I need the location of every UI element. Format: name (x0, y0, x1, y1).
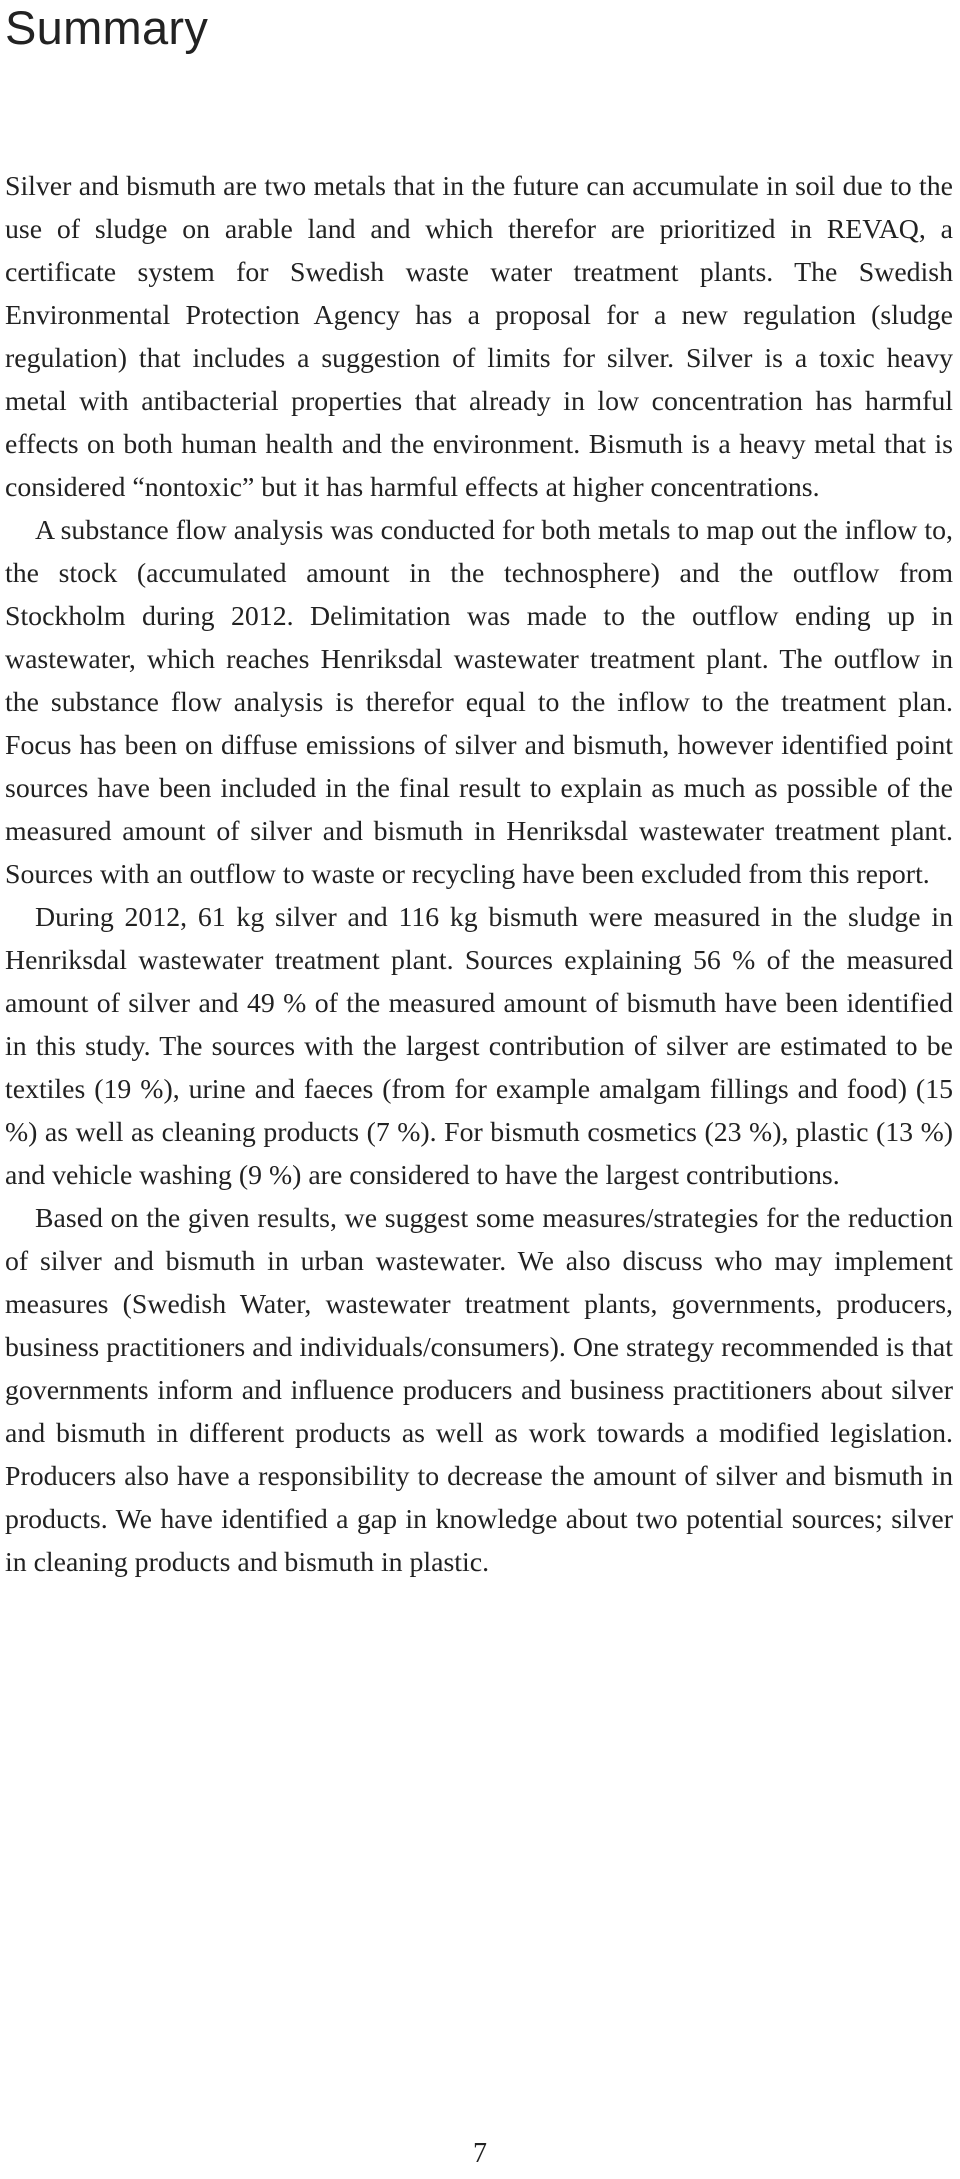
summary-body (5, 165, 953, 1584)
page-title: Summary (5, 1, 209, 54)
paragraph-intro: Silver and bismuth are two metals that in the future can accumulate in soil due to the use of sludge on arable land and which therefor are prioritized in REVAQ, a certificate system for Swedish waste water treatment plants. The Swedish Environmental Protection Agency has a proposal for a new regulation (sludge regulation) that includes a suggestion of limits for silver. Silver is a toxic heavy metal with antibacterial properties that already in low concentration has harmful effects on both human health and the environment. Bismuth is a heavy metal that is considered “nontoxic” but it has harmful effects at higher concentrations. (5, 171, 953, 503)
paragraph-substance-flow: A substance flow analysis was conducted for both metals to map out the inflow to, the stock (accumulated amount in the technosphere) and the outflow from Stockholm during 2012. Delimitation was made to the outflow ending up in wastewater, which reaches Henriksdal wastewater treatment plant. The outflow in the substance flow analysis is therefor equal to the inflow to the treatment plan. Focus has been on diffuse emissions of silver and bismuth, however identified point sources have been included in the final result to explain as much as possible of the measured amount of silver and bismuth in Henriksdal wastewater treatment plant. Sources with an outflow to waste or recycling have been excluded from this report. (5, 515, 953, 890)
paragraph-measures: Based on the given results, we suggest some measures/strategies for the reduction of silver and bismuth in urban wastewater. We also discuss who may implement measures (Swedish Water, wastewater treatment plants, governments, producers, business practitioners and individuals/consumers). One strategy recommended is that governments inform and influence producers and business practitioners about silver and bismuth in different products as well as work towards a modified legislation. Producers also have a responsibility to decrease the amount of silver and bismuth in products. We have identified a gap in knowledge about two potential sources; silver in cleaning products and bismuth in plastic. (5, 1203, 953, 1578)
paragraph-results: During 2012, 61 kg silver and 116 kg bismuth were measured in the sludge in Henriksdal wastewater treatment plant. Sources explaining 56 % of the measured amount of silver and 49 % of the measured amount of bismuth have been identified in this study. The sources with the largest contribution of silver are estimated to be textiles (19 %), urine and faeces (from for example amalgam fillings and food) (15 %) as well as cleaning products (7 %). For bismuth cosmetics (23 %), plastic (13 %) and vehicle washing (9 %) are considered to have the largest contributions. (5, 902, 953, 1191)
page-number: 7 (473, 2138, 487, 2169)
